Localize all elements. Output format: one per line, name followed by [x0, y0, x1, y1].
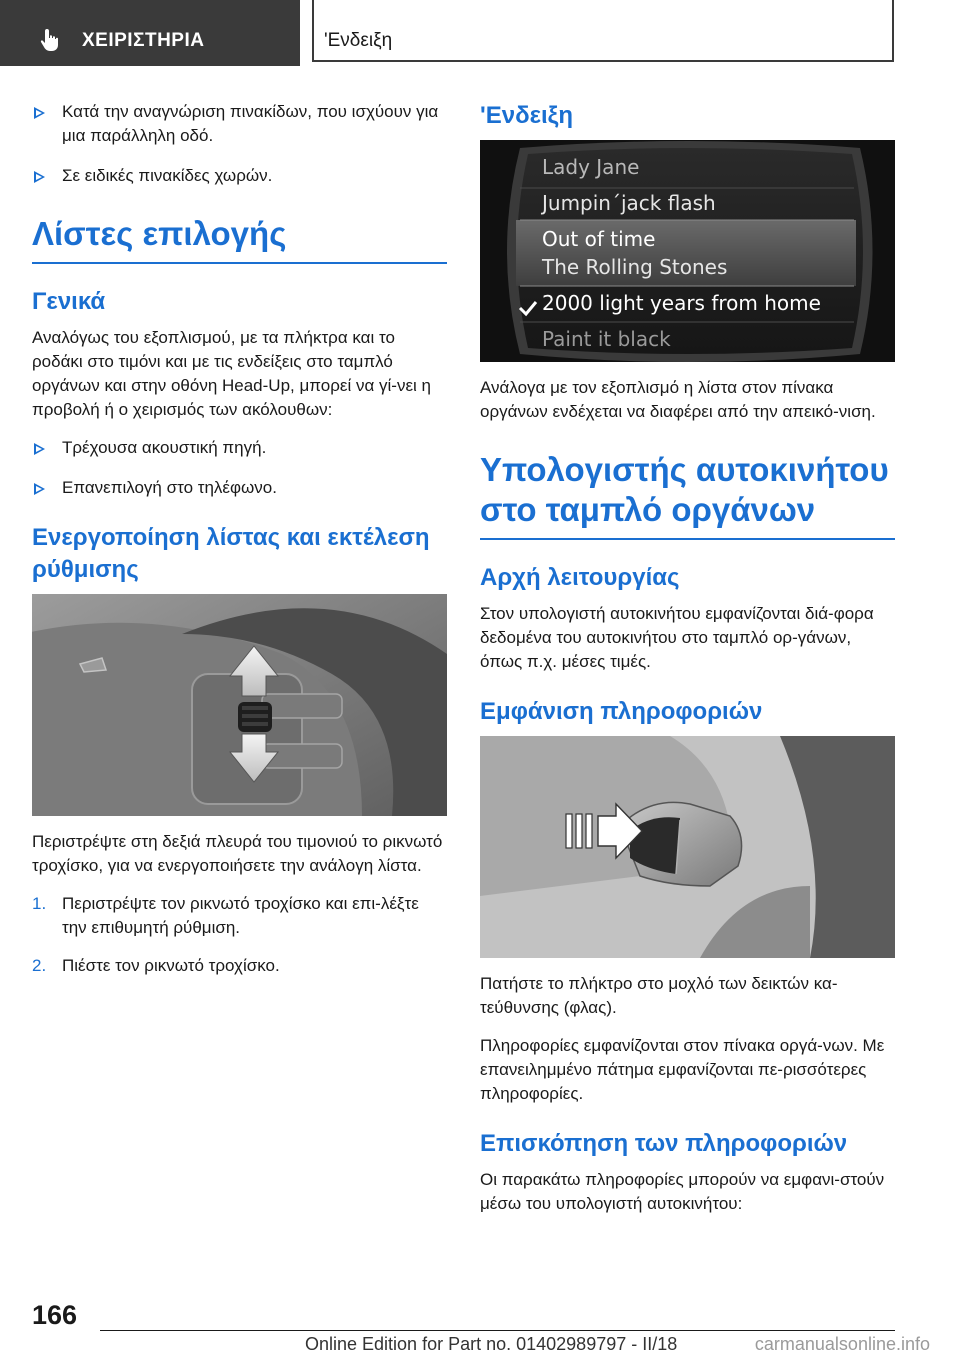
- list-item: Τρέχουσα ακουστική πηγή.: [32, 436, 447, 460]
- display-list-item: 2000 light years from home: [542, 291, 821, 315]
- display-list-item: Paint it black: [542, 327, 671, 351]
- subheading-principle: Αρχή λειτουργίας: [480, 564, 680, 591]
- section-tab[interactable]: [0, 0, 300, 66]
- show-paragraph-2: Πληροφορίες εμφανίζονται στον πίνακα οργά-νων. Με επανειλημμένο πάτημα εμφανίζονται πε-ρισσότερες πληροφορίες.: [480, 1036, 885, 1103]
- section-label: ΧΕΙΡΙΣΤΗΡΙΑ: [82, 30, 205, 51]
- list-item: Σε ειδικές πινακίδες χωρών.: [32, 164, 447, 188]
- list-item: Επανεπιλογή στο τηλέφωνο.: [32, 476, 447, 500]
- show-paragraph-1: Πατήστε το πλήκτρο στο μοχλό των δεικτών κα-τεύθυνσης (φλας).: [480, 974, 838, 1017]
- display-paragraph: Ανάλογα με τον εξοπλισμό η λίστα στον πίνακα οργάνων ενδέχεται να διαφέρει από την απεικό-νιση.: [480, 378, 876, 421]
- steering-wheel-thumbwheel-image: [32, 594, 447, 816]
- triangle-bullet-icon: [34, 483, 45, 495]
- section-heading-selection-lists: Λίστες επιλογής: [32, 214, 447, 264]
- activate-paragraph: Περιστρέψτε στη δεξιά πλευρά του τιμονιού το ρικνωτό τροχίσκο, για να ενεργοποιήσετε την ανάλογη λίστα.: [32, 832, 443, 875]
- subheading-activate-list: Ενεργοποίηση λίστας και εκτέλεση ρύθμισης: [32, 524, 430, 583]
- topic-tab[interactable]: [312, 0, 894, 62]
- cluster-list-display-image: [480, 140, 895, 362]
- general-paragraph: Αναλόγως του εξοπλισμού, με τα πλήκτρα και το ροδάκι στο τιμόνι και με τις ενδείξεις στο ταμπλό οργάνων και στην οθόνη Head-Up, μπορεί να γί-νει η προβολή ή ο χειρισμός των ακόλουθων:: [32, 328, 431, 419]
- subheading-overview: Επισκόπηση των πληροφοριών: [480, 1130, 848, 1157]
- subheading-display: 'Ενδειξη: [480, 102, 574, 129]
- overview-paragraph: Οι παρακάτω πληροφορίες μπορούν να εμφανι-στούν μέσω του υπολογιστή αυτοκινήτου:: [480, 1170, 885, 1213]
- page-header: [0, 0, 960, 66]
- footer-divider: [100, 1330, 895, 1331]
- principle-paragraph: Στον υπολογιστή αυτοκινήτου εμφανίζονται διά-φορα δεδομένα του αυτοκινήτου στο ταμπλό ορ-γάνων, όπως π.χ. μέσες τιμές.: [480, 604, 874, 671]
- triangle-bullet-icon: [34, 443, 45, 455]
- display-list-item: Lady Jane: [542, 155, 640, 179]
- page-footer: [0, 1290, 960, 1362]
- display-list-item: Out of time: [542, 227, 656, 251]
- list-item: Κατά την αναγνώριση πινακίδων, που ισχύουν για μια παράλληλη οδό.: [32, 100, 447, 148]
- hand-pointer-icon: [38, 27, 64, 53]
- right-column: [480, 100, 895, 1230]
- section-heading-onboard-computer: Υπολογιστής αυτοκινήτου στο ταμπλό οργάνων: [480, 450, 895, 540]
- display-list-item: Jumpin´jack flash: [542, 191, 716, 215]
- triangle-bullet-icon: [34, 171, 45, 183]
- triangle-bullet-icon: [34, 107, 45, 119]
- step-item: 1. Περιστρέψτε τον ρικνωτό τροχίσκο και επι-λέξτε την επιθυμητή ρύθμιση.: [32, 894, 419, 937]
- turn-signal-lever-image: [480, 736, 895, 958]
- edition-text: Online Edition for Part no. 01402989797 - II/18: [305, 1334, 678, 1354]
- page-number: 166: [32, 1300, 78, 1330]
- topic-label: 'Ενδειξη: [324, 30, 393, 51]
- subheading-general: Γενικά: [32, 288, 106, 315]
- step-item: 2. Πιέστε τον ρικνωτό τροχίσκο.: [32, 956, 280, 975]
- left-column: [32, 100, 447, 992]
- watermark-text: carmanualsonline.info: [754, 1334, 930, 1354]
- display-list-item: The Rolling Stones: [542, 255, 728, 279]
- subheading-show-info: Εμφάνιση πληροφοριών: [480, 698, 763, 725]
